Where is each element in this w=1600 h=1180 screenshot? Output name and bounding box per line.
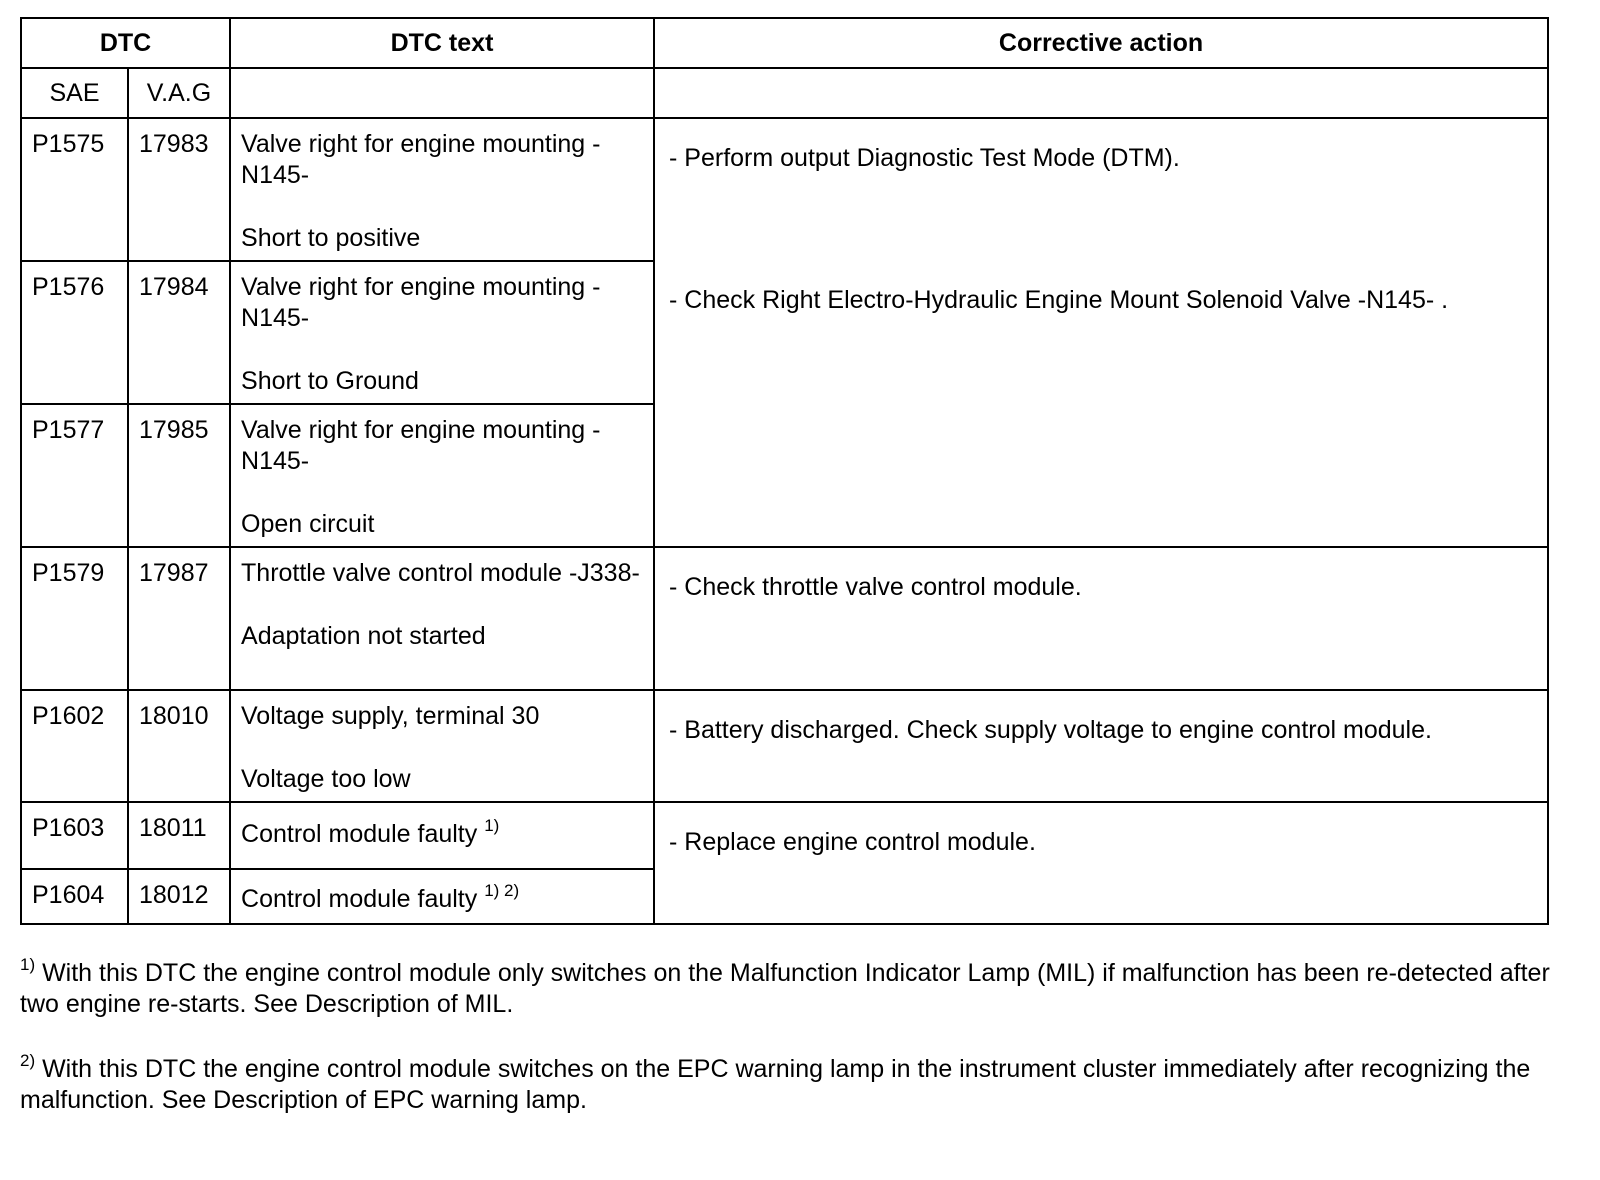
vag-code: 18011 (128, 802, 230, 869)
sae-code: P1576 (21, 261, 128, 404)
vag-code: 17983 (128, 118, 230, 261)
sae-code: P1603 (21, 802, 128, 869)
dtc-description: Valve right for engine mounting -N145- (241, 273, 601, 332)
footnote-text: With this DTC the engine control module only switches on the Malfunction Indicator Lamp (MIL) if malfunction has been re-detected after two engine re-starts. See Description of MIL. (20, 959, 1550, 1018)
action-text: - Replace engine control module. (669, 828, 1036, 856)
dtc-text-cell (230, 547, 654, 690)
action-text: - Check throttle valve control module. (669, 573, 1082, 601)
dtc-description: Valve right for engine mounting -N145- (241, 416, 601, 475)
dtc-status: Adaptation not started (241, 622, 486, 650)
footnote-1 (20, 954, 1550, 1020)
corrective-action-cell (654, 802, 1548, 924)
table-row (21, 547, 1548, 690)
corrective-action-cell (654, 547, 1548, 690)
footnote-text: With this DTC the engine control module switches on the EPC warning lamp in the instrument cluster immediately after recognizing the malfunction. See Description of EPC warning lamp. (20, 1055, 1531, 1114)
dtc-description: Control module faulty (241, 885, 478, 913)
sae-subheader: SAE (21, 68, 128, 118)
footnote-2 (20, 1050, 1550, 1116)
action-text: - Check Right Electro-Hydraulic Engine Mount Solenoid Valve -N145- . (669, 286, 1449, 314)
dtc-text-cell (230, 690, 654, 802)
dtc-status: Open circuit (241, 510, 375, 538)
dtc-status: Voltage too low (241, 765, 411, 793)
table-row (21, 118, 1548, 261)
sae-code: P1602 (21, 690, 128, 802)
table-row (21, 802, 1548, 869)
dtc-status: Short to positive (241, 224, 421, 252)
dtc-description: Throttle valve control module -J338- (241, 559, 640, 587)
sae-code: P1575 (21, 118, 128, 261)
empty-subheader-cell (230, 68, 654, 118)
dtc-description: Control module faulty (241, 820, 478, 848)
subheader-row (21, 68, 1548, 118)
sae-code: P1577 (21, 404, 128, 547)
corrective-action-cell (654, 118, 1548, 547)
dtc-text-cell (230, 118, 654, 261)
footnote-mark: 2) (20, 1050, 36, 1070)
dtc-status: Short to Ground (241, 367, 419, 395)
vag-code: 17985 (128, 404, 230, 547)
footnote-ref: 1) (484, 815, 500, 835)
footnote-ref: 1) 2) (484, 880, 520, 900)
action-text: - Battery discharged. Check supply voltage to engine control module. (669, 716, 1432, 744)
vag-code: 18010 (128, 690, 230, 802)
vag-subheader: V.A.G (128, 68, 230, 118)
dtc-description: Voltage supply, terminal 30 (241, 702, 540, 730)
dtc-header: DTC (21, 18, 230, 68)
dtc-text-cell (230, 404, 654, 547)
footnote-mark: 1) (20, 954, 36, 974)
dtc-text-cell (230, 869, 654, 924)
dtc-description: Valve right for engine mounting -N145- (241, 130, 601, 189)
vag-code: 17987 (128, 547, 230, 690)
dtc-text-cell (230, 802, 654, 869)
corrective-action-cell (654, 690, 1548, 802)
dtc-text-cell (230, 261, 654, 404)
vag-code: 17984 (128, 261, 230, 404)
action-text: - Perform output Diagnostic Test Mode (DTM). (669, 144, 1180, 172)
dtc-table (20, 17, 1549, 925)
corrective-action-header: Corrective action (654, 18, 1548, 68)
sae-code: P1604 (21, 869, 128, 924)
table-row (21, 690, 1548, 802)
vag-code: 18012 (128, 869, 230, 924)
empty-subheader-cell (654, 68, 1548, 118)
dtc-text-header: DTC text (230, 18, 654, 68)
header-row (21, 18, 1548, 68)
sae-code: P1579 (21, 547, 128, 690)
footnotes (20, 954, 1550, 1150)
